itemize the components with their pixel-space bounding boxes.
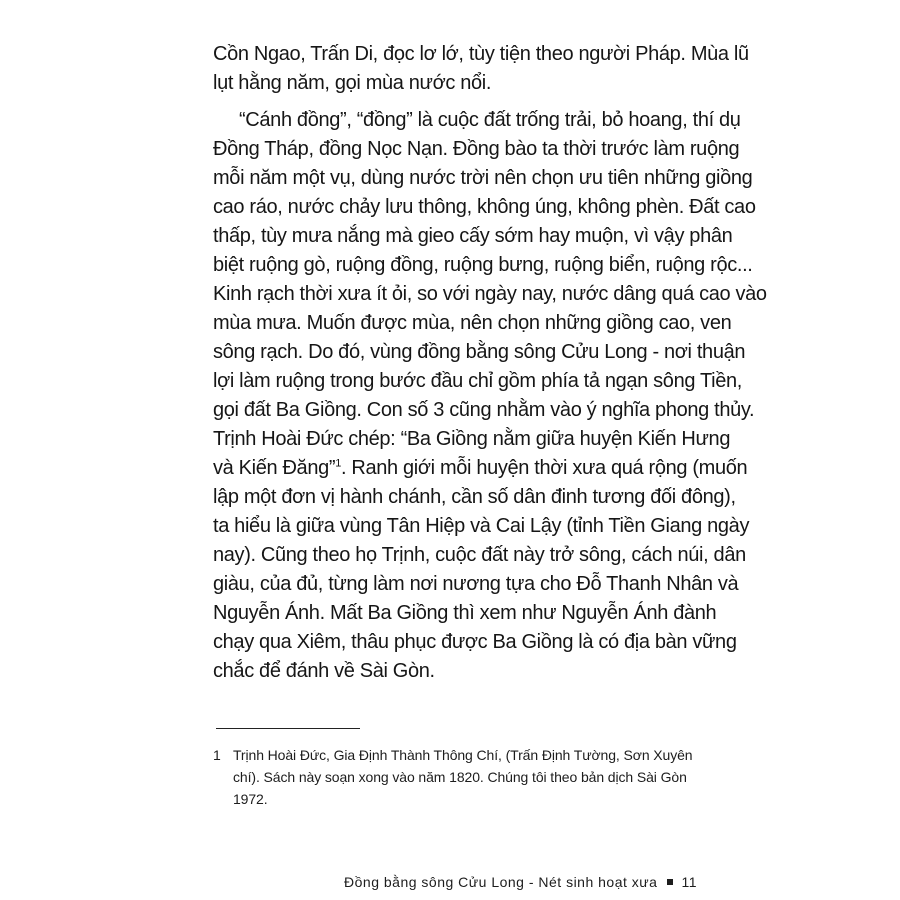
text-segment: và Kiến Đăng”	[213, 457, 336, 479]
text-line: giàu, của đủ, từng làm nơi nương tựa cho Đỗ Thanh Nhân và	[213, 573, 739, 595]
text-line-with-footnote-ref	[213, 454, 748, 483]
text-line: Đồng Tháp, đồng Nọc Nạn. Đồng bào ta thời trước làm ruộng	[213, 138, 740, 160]
text-line: Nguyễn Ánh. Mất Ba Giồng thì xem như Nguyễn Ánh đành	[213, 602, 717, 624]
text-line: biệt ruộng gò, ruộng đồng, ruộng bưng, ruộng biển, ruộng rộc...	[213, 254, 753, 276]
text-line: gọi đất Ba Giồng. Con số 3 cũng nhằm vào ý nghĩa phong thủy.	[213, 399, 755, 421]
footnote-line: chí). Sách này soạn xong vào năm 1820. Chúng tôi theo bản dịch Sài Gòn	[233, 769, 687, 785]
footnote-line	[213, 744, 698, 766]
text-line: lợi làm ruộng trong bước đầu chỉ gồm phía tả ngạn sông Tiền,	[213, 370, 742, 392]
bullet-separator	[667, 879, 673, 885]
body-text	[213, 40, 767, 686]
text-line: lụt hằng năm, gọi mùa nước nổi.	[213, 72, 492, 94]
footnote	[213, 744, 698, 810]
text-segment: . Ranh giới mỗi huyện thời xưa quá rộng (muốn	[340, 457, 748, 479]
text-line: ta hiểu là giữa vùng Tân Hiệp và Cai Lậy (tỉnh Tiền Giang ngày	[213, 515, 750, 537]
footnote-reference[interactable]: 1	[335, 457, 341, 470]
page-number: 11	[681, 874, 697, 890]
book-title: Đồng bằng sông Cửu Long - Nét sinh hoạt xưa	[344, 874, 658, 890]
text-line: chắc để đánh về Sài Gòn.	[213, 660, 435, 682]
text-line: cao ráo, nước chảy lưu thông, không úng, không phèn. Đất cao	[213, 196, 756, 218]
text-line: chạy qua Xiêm, thâu phục được Ba Giồng là có địa bàn vững	[213, 631, 737, 653]
footnote-number: 1	[213, 747, 221, 763]
footnote-text: Trịnh Hoài Đức, Gia Định Thành Thông Chí, (Trấn Định Tường, Sơn Xuyên	[233, 747, 693, 763]
text-line: lập một đơn vị hành chánh, cần số dân đinh tương đối đông),	[213, 486, 736, 508]
footnote-line: 1972.	[233, 791, 268, 807]
text-line: mùa mưa. Muốn được mùa, nên chọn những giồng cao, ven	[213, 312, 732, 334]
text-line: mỗi năm một vụ, dùng nước trời nên chọn ưu tiên những giồng	[213, 167, 753, 189]
text-line: nay). Cũng theo họ Trịnh, cuộc đất này trở sông, cách núi, dân	[213, 544, 746, 566]
text-line: “Cánh đồng”, “đồng” là cuộc đất trống trải, bỏ hoang, thí dụ	[239, 109, 741, 131]
text-line: thấp, tùy mưa nắng mà gieo cấy sớm hay muộn, vì vậy phân	[213, 225, 733, 247]
footnote-divider	[216, 728, 360, 729]
text-line: Cồn Ngao, Trấn Di, đọc lơ lớ, tùy tiện theo người Pháp. Mùa lũ	[213, 43, 749, 65]
text-line: Kinh rạch thời xưa ít ỏi, so với ngày nay, nước dâng quá cao vào	[213, 283, 767, 305]
text-line: sông rạch. Do đó, vùng đồng bằng sông Cửu Long - nơi thuận	[213, 341, 746, 363]
running-footer	[344, 872, 697, 892]
text-line: Trịnh Hoài Đức chép: “Ba Giồng nằm giữa huyện Kiến Hưng	[213, 428, 731, 450]
